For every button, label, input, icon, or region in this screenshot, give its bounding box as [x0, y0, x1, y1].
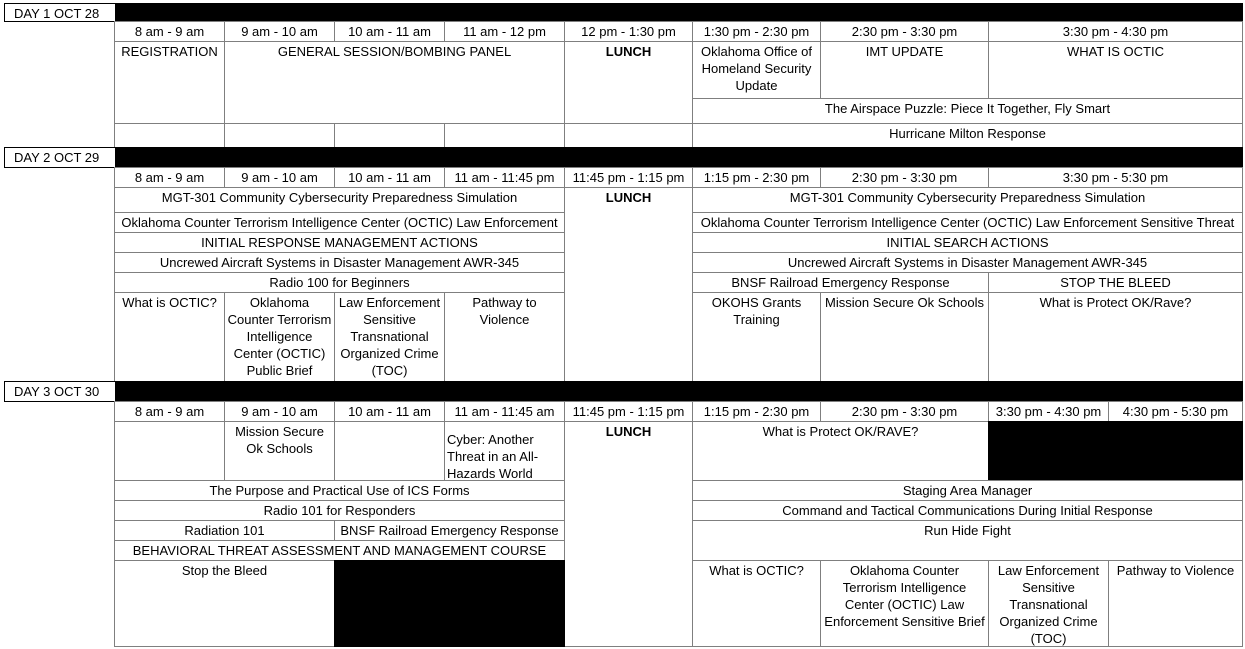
time-slot-header: 1:15 pm - 2:30 pm [692, 167, 821, 188]
session-cell: INITIAL RESPONSE MANAGEMENT ACTIONS [114, 232, 565, 253]
blocked-cell [334, 560, 565, 647]
time-slot-header: 2:30 pm - 3:30 pm [820, 401, 989, 422]
session-cell: Law Enforcement Sensitive Transnational Organized Crime (TOC) [334, 292, 445, 382]
session-cell: Cyber: Another Threat in an All-Hazards World [444, 421, 565, 481]
session-cell: INITIAL SEARCH ACTIONS [692, 232, 1243, 253]
session-cell: Oklahoma Office of Homeland Security Update [692, 41, 821, 99]
time-slot-header: 8 am - 9 am [114, 401, 225, 422]
session-cell: Run Hide Fight [692, 520, 1243, 561]
session-cell: IMT UPDATE [820, 41, 989, 99]
empty-cell [334, 123, 445, 148]
time-slot-header: 9 am - 10 am [224, 167, 335, 188]
session-cell: The Purpose and Practical Use of ICS Forms [114, 480, 565, 501]
lunch-cell: LUNCH [564, 421, 693, 647]
session-cell: OKOHS Grants Training [692, 292, 821, 382]
session-cell: Command and Tactical Communications During Initial Response [692, 500, 1243, 521]
session-cell: What is Protect OK/RAVE? [692, 421, 989, 481]
session-cell: Mission Secure Ok Schools [820, 292, 989, 382]
session-cell: The Airspace Puzzle: Piece It Together, Fly Smart [692, 98, 1243, 124]
empty-cell [114, 421, 225, 481]
time-slot-header: 11 am - 11:45 pm [444, 167, 565, 188]
session-cell: WHAT IS OCTIC [988, 41, 1243, 99]
session-cell: Pathway to Violence [1108, 560, 1243, 647]
day-label: DAY 1 OCT 28 [4, 3, 1243, 22]
session-cell: Hurricane Milton Response [692, 123, 1243, 148]
time-slot-header: 2:30 pm - 3:30 pm [820, 21, 989, 42]
time-slot-header: 8 am - 9 am [114, 167, 225, 188]
time-slot-header: 8 am - 9 am [114, 21, 225, 42]
blocked-cell [988, 421, 1243, 481]
lunch-cell: LUNCH [564, 187, 693, 382]
time-slot-header: 3:30 pm - 4:30 pm [988, 401, 1109, 422]
session-cell: Radiation 101 [114, 520, 335, 541]
time-slot-header: 10 am - 11 am [334, 401, 445, 422]
empty-cell [224, 123, 335, 148]
session-cell: GENERAL SESSION/BOMBING PANEL [224, 41, 565, 124]
time-slot-header: 10 am - 11 am [334, 167, 445, 188]
session-cell: BEHAVIORAL THREAT ASSESSMENT AND MANAGEMENT COURSE [114, 540, 565, 561]
day-label: DAY 2 OCT 29 [4, 147, 1243, 168]
lunch-cell: LUNCH [564, 41, 693, 124]
time-slot-header: 9 am - 10 am [224, 401, 335, 422]
time-slot-header: 11 am - 11:45 am [444, 401, 565, 422]
session-cell: Law Enforcement Sensitive Transnational Organized Crime (TOC) [988, 560, 1109, 647]
time-slot-header: 10 am - 11 am [334, 21, 445, 42]
empty-cell [114, 123, 225, 148]
session-cell: Staging Area Manager [692, 480, 1243, 501]
time-slot-header: 2:30 pm - 3:30 pm [820, 167, 989, 188]
empty-cell [564, 123, 693, 148]
time-slot-header: 12 pm - 1:30 pm [564, 21, 693, 42]
session-cell: BNSF Railroad Emergency Response [692, 272, 989, 293]
session-cell: Oklahoma Counter Terrorism Intelligence Center (OCTIC) Law Enforcement Sensitive Brief [820, 560, 989, 647]
session-cell: Mission Secure Ok Schools [224, 421, 335, 481]
session-cell: Radio 100 for Beginners [114, 272, 565, 293]
session-cell: What is OCTIC? [692, 560, 821, 647]
session-cell: Oklahoma Counter Terrorism Intelligence Center (OCTIC) Law Enforcement Sensitive Threat [692, 212, 1243, 233]
time-slot-header: 3:30 pm - 5:30 pm [988, 167, 1243, 188]
session-cell: STOP THE BLEED [988, 272, 1243, 293]
day-label: DAY 3 OCT 30 [4, 381, 1243, 402]
time-slot-header: 11:45 pm - 1:15 pm [564, 167, 693, 188]
session-cell: Oklahoma Counter Terrorism Intelligence Center (OCTIC) Public Brief [224, 292, 335, 382]
empty-cell [444, 123, 565, 148]
session-cell: Oklahoma Counter Terrorism Intelligence Center (OCTIC) Law Enforcement [114, 212, 565, 233]
session-cell: Stop the Bleed [114, 560, 335, 647]
session-cell: What is OCTIC? [114, 292, 225, 382]
session-cell: What is Protect OK/Rave? [988, 292, 1243, 382]
session-cell: BNSF Railroad Emergency Response [334, 520, 565, 541]
session-cell: Uncrewed Aircraft Systems in Disaster Management AWR-345 [114, 252, 565, 273]
session-cell: MGT-301 Community Cybersecurity Preparedness Simulation [692, 187, 1243, 213]
session-cell: Radio 101 for Responders [114, 500, 565, 521]
session-cell: Uncrewed Aircraft Systems in Disaster Management AWR-345 [692, 252, 1243, 273]
time-slot-header: 3:30 pm - 4:30 pm [988, 21, 1243, 42]
session-cell: MGT-301 Community Cybersecurity Preparedness Simulation [114, 187, 565, 213]
time-slot-header: 4:30 pm - 5:30 pm [1108, 401, 1243, 422]
time-slot-header: 1:30 pm - 2:30 pm [692, 21, 821, 42]
empty-cell [334, 421, 445, 481]
session-cell: REGISTRATION [114, 41, 225, 124]
time-slot-header: 11:45 pm - 1:15 pm [564, 401, 693, 422]
time-slot-header: 1:15 pm - 2:30 pm [692, 401, 821, 422]
time-slot-header: 11 am - 12 pm [444, 21, 565, 42]
time-slot-header: 9 am - 10 am [224, 21, 335, 42]
session-cell: Pathway to Violence [444, 292, 565, 382]
